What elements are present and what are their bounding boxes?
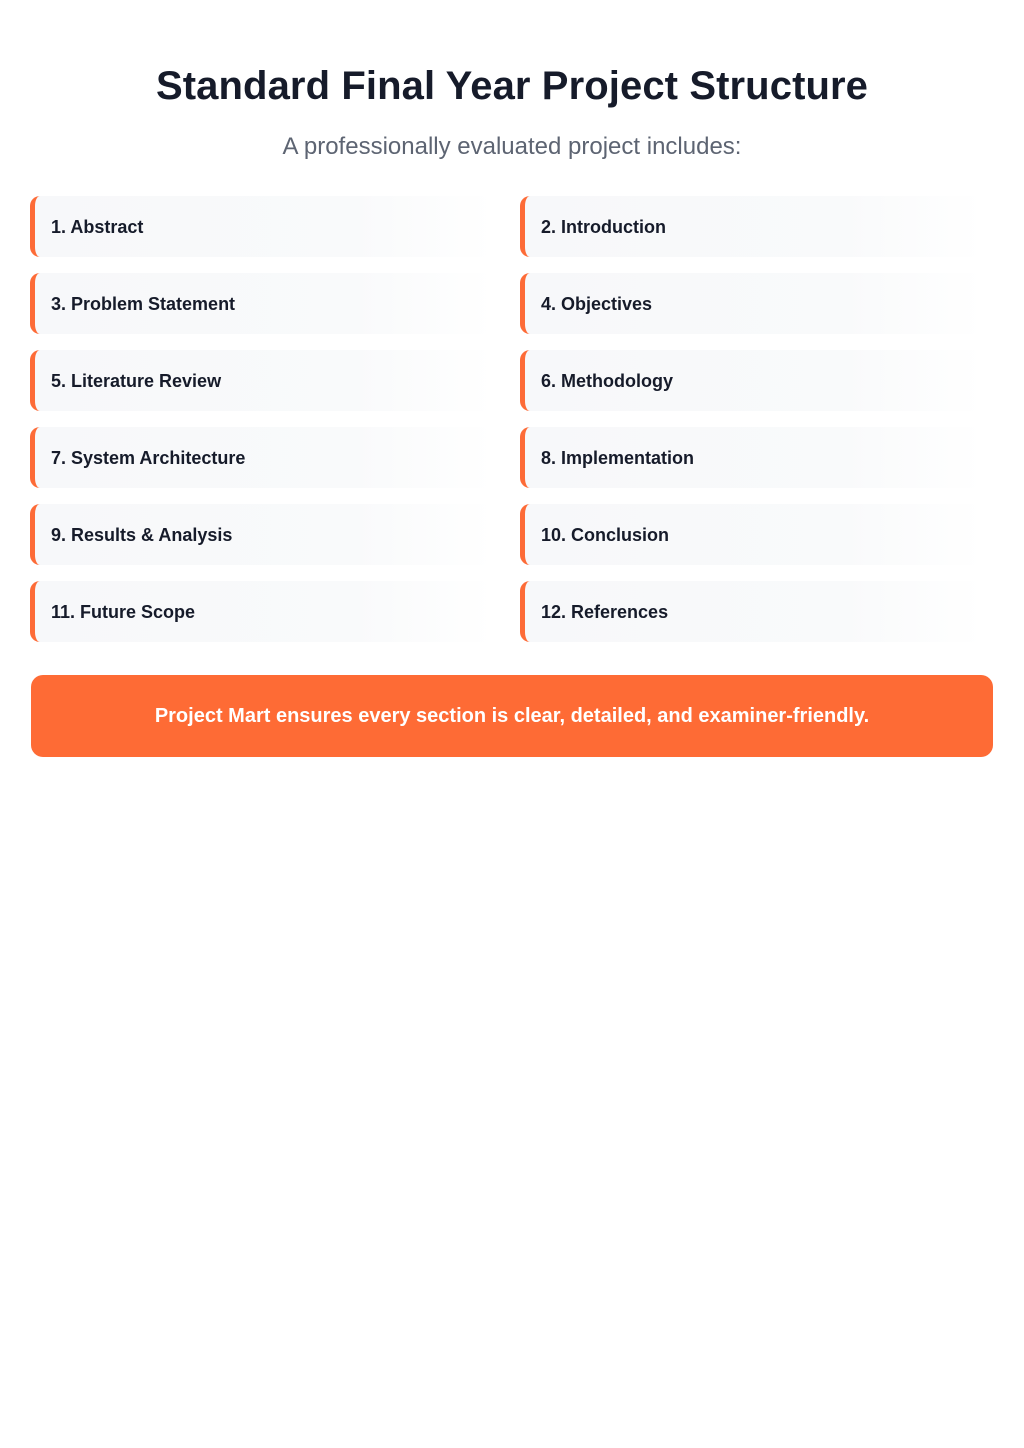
section-label: 1. Abstract xyxy=(51,216,144,237)
section-item-implementation xyxy=(520,427,983,488)
section-label: 7. System Architecture xyxy=(51,447,246,468)
section-item-future-scope xyxy=(30,581,493,642)
section-label: 3. Problem Statement xyxy=(51,293,236,314)
section-label: 6. Methodology xyxy=(541,370,673,391)
section-item-system-architecture xyxy=(30,427,493,488)
section-item-objectives xyxy=(520,273,983,334)
section-item-introduction xyxy=(520,196,983,257)
section-item-conclusion xyxy=(520,504,983,565)
section-item-abstract xyxy=(30,196,493,257)
section-label: 4. Objectives xyxy=(541,293,653,314)
section-label: 2. Introduction xyxy=(541,216,666,237)
section-label: 11. Future Scope xyxy=(51,601,196,622)
section-item-literature-review xyxy=(30,350,493,411)
section-item-methodology xyxy=(520,350,983,411)
page-title: Standard Final Year Project Structure xyxy=(155,64,869,108)
callout-banner xyxy=(31,675,993,757)
section-label: 9. Results & Analysis xyxy=(51,524,233,545)
section-item-references xyxy=(520,581,983,642)
section-label: 12. References xyxy=(541,601,669,622)
banner-text: Project Mart ensures every section is clear, detailed, and examiner-friendly. xyxy=(154,705,870,727)
section-item-problem-statement xyxy=(30,273,493,334)
section-item-results-analysis xyxy=(30,504,493,565)
page-subtitle: A professionally evaluated project includes: xyxy=(282,133,742,160)
section-label: 5. Literature Review xyxy=(51,370,222,391)
sections-grid xyxy=(30,196,994,642)
section-label: 10. Conclusion xyxy=(541,524,670,545)
section-label: 8. Implementation xyxy=(541,447,695,468)
